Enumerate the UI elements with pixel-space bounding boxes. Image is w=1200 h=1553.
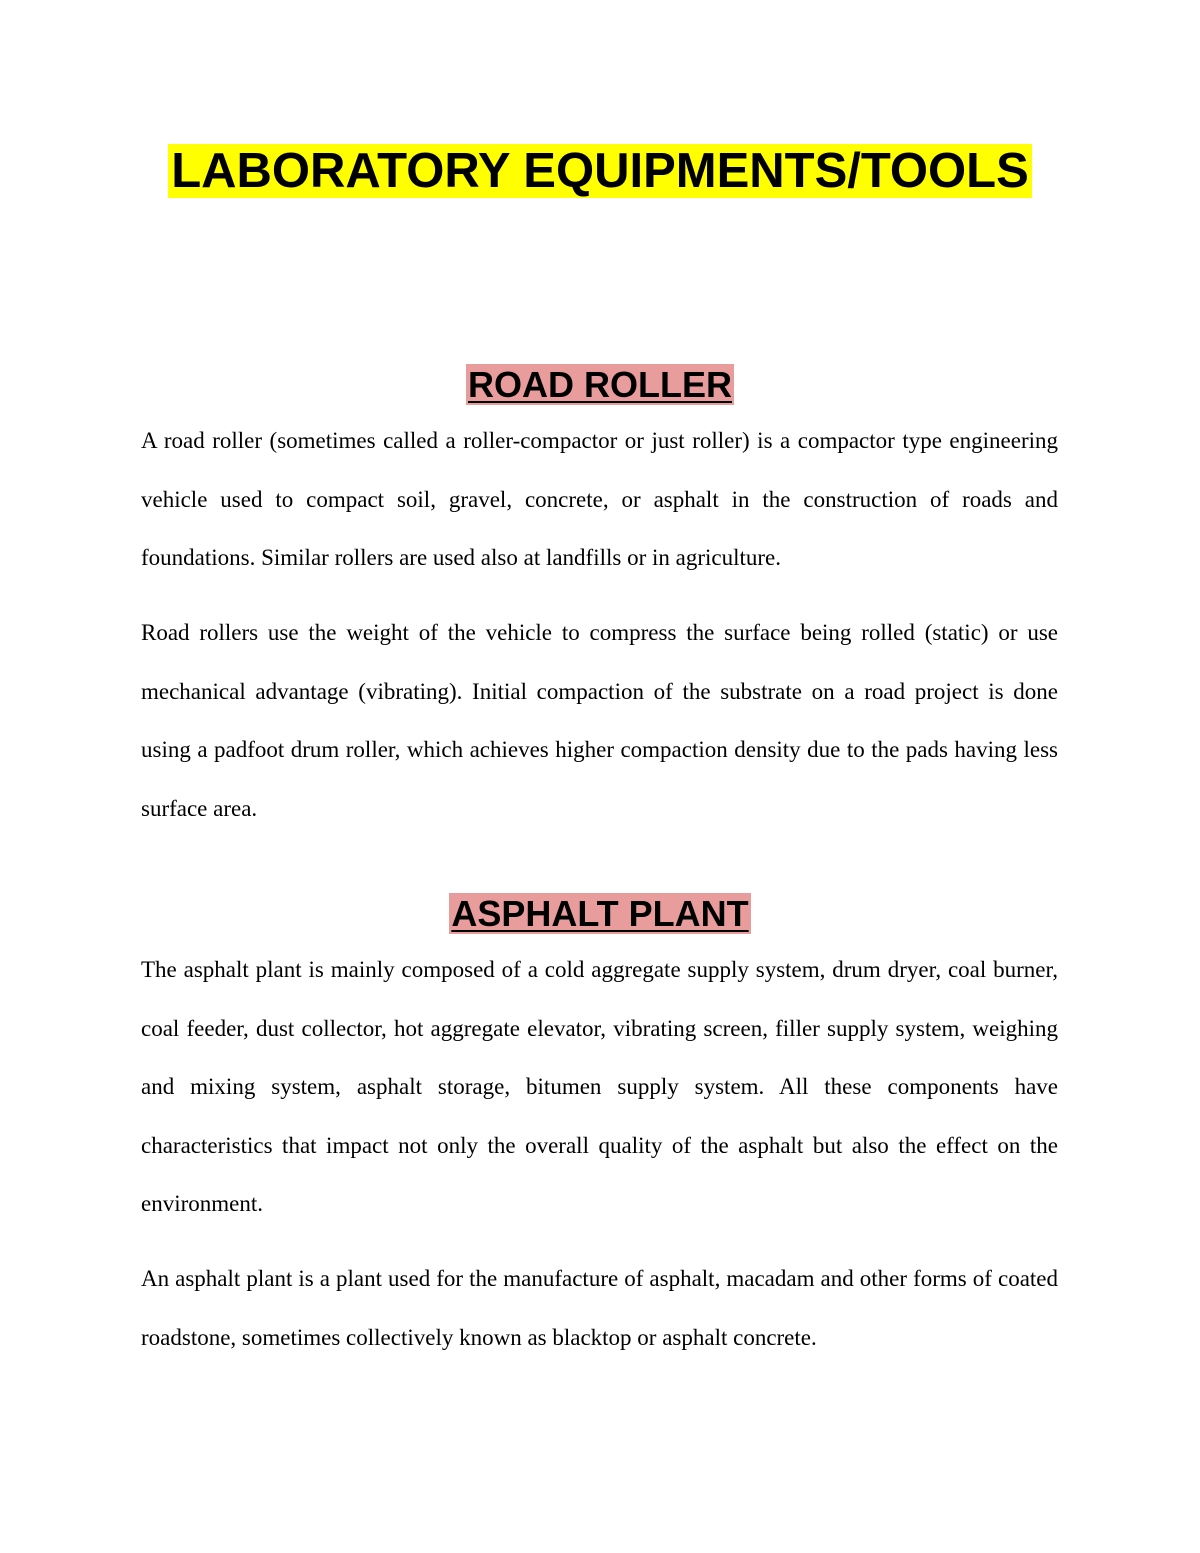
section-heading-text: ASPHALT PLANT: [451, 893, 749, 934]
paragraph-road-roller-definition: A road roller (sometimes called a roller-compactor or just roller) is a compactor type engineering vehicle used to compact soil, gravel, concrete, or asphalt in the construction of roads and foundations. Similar rollers are used also at landfills or in agriculture.: [141, 428, 1058, 570]
paragraph-asphalt-plant-definition: An asphalt plant is a plant used for the manufacture of asphalt, macadam and other forms of coated roadstone, sometimes collectively known as blacktop or asphalt concrete.: [141, 1266, 1058, 1350]
paragraph-road-roller-operation: Road rollers use the weight of the vehicle to compress the surface being rolled (static) or use mechanical advantage (vibrating). Initial compaction of the substrate on a road project is done using a padfoot drum roller, which achieves higher compaction density due to the pads having less surface area.: [141, 620, 1058, 821]
section-heading-asphalt-plant: [0, 890, 1200, 938]
document-title-text: LABORATORY EQUIPMENTS/TOOLS: [168, 144, 1032, 198]
paragraph-asphalt-plant-components: The asphalt plant is mainly composed of a cold aggregate supply system, drum dryer, coal burner, coal feeder, dust collector, hot aggregate elevator, vibrating screen, filler supply system, weighing and mixing system, asphalt storage, bitumen supply system. All these components have characteristics that impact not only the overall quality of the asphalt but also the effect on the environment.: [141, 957, 1058, 1216]
section-heading-text: ROAD ROLLER: [468, 364, 732, 405]
document-title: [0, 141, 1200, 201]
section-heading-road-roller: [0, 361, 1200, 409]
